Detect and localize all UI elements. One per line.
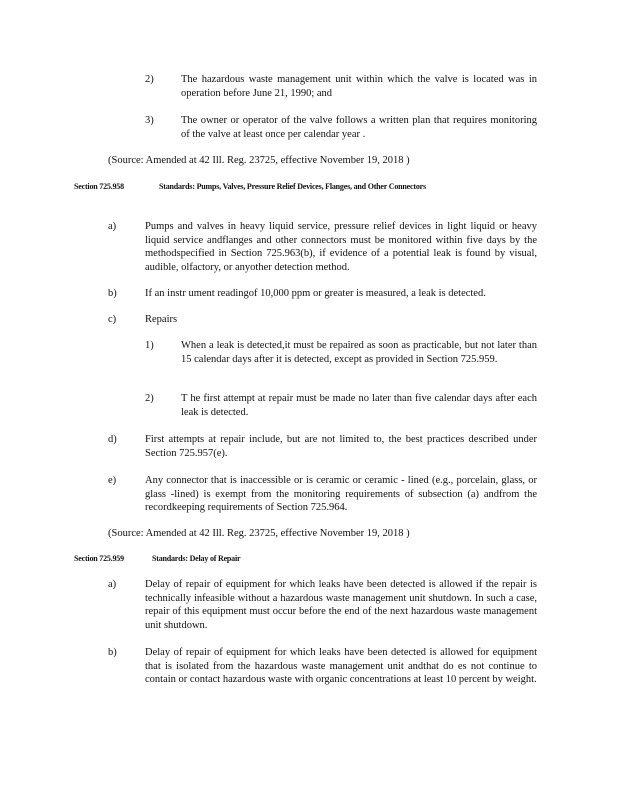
item-label: a) (108, 221, 117, 232)
item-label: b) (108, 288, 117, 299)
item-text: When a leak is detected,it must be repaired as soon as practicable, but not later than 15 calendar days after it is detected, except as provided in Section 725.959. (181, 340, 537, 365)
item-label: c) (108, 314, 117, 325)
section-number: Section 725.958 (74, 182, 124, 191)
section-title-wrap (74, 554, 518, 564)
item-label: d) (108, 434, 117, 445)
section-title-wrap (74, 182, 518, 192)
item-text: First attempts at repair include, but are not limited to, the best practices described under Section 725.957(e). (145, 434, 537, 459)
item-label: 1) (145, 340, 154, 351)
item-label: b) (108, 647, 117, 658)
item-text: The owner or operator of the valve follows a written plan that requires monitoring of the valve at least once per calendar year . (181, 115, 537, 140)
item-text: Pumps and valves in heavy liquid service, pressure relief devices in light liquid or heavy liquid service andflanges and other connectors must be monitored within five days by the methodspecified in Section 725.963(b), if evidence of a potential leak is found by visual, audible, olfactory, or anyother detection method. (145, 221, 537, 273)
section-title: Standards: Pumps, Valves, Pressure Relief Devices, Flanges, and Other Connectors (159, 182, 426, 191)
item-text: Delay of repair of equipment for which leaks have been detected is allowed if the repair is technically infeasible without a hazardous waste management unit shutdown. In such a case, repair of this equipment must occur before the end of the next hazardous waste management unit shutdown. (145, 579, 537, 631)
source-note: (Source: Amended at 42 Ill. Reg. 23725, effective November 19, 2018 ) (108, 155, 410, 166)
item-text: T he first attempt at repair must be made no later than five calendar days after each leak is detected. (181, 393, 537, 418)
item-text: Delay of repair of equipment for which leaks have been detected is allowed for equipment that is isolated from the hazardous waste management unit andthat do es not continue to contain or contact hazardous waste with organic concentrations at least 10 percent by weight. (145, 647, 537, 685)
section-heading (74, 554, 518, 564)
section-number: Section 725.959 (74, 554, 124, 563)
section-title: Standards: Delay of Repair (152, 554, 241, 563)
item-text: Repairs (145, 314, 178, 325)
source-note: (Source: Amended at 42 Ill. Reg. 23725, effective November 19, 2018 ) (108, 528, 410, 539)
item-label: e) (108, 475, 117, 486)
item-label: 2) (145, 393, 154, 404)
item-label: 2) (145, 74, 154, 85)
item-label: a) (108, 579, 117, 590)
item-text: If an instr ument readingof 10,000 ppm or greater is measured, a leak is detected. (145, 288, 486, 299)
item-label: 3) (145, 115, 154, 126)
item-text: Any connector that is inaccessible or is ceramic or ceramic - lined (e.g., porcelain, glass, or glass -lined) is exempt from the monitoring requirements of subsection (a) andfrom the recordkeeping requirements of Section 725.964. (145, 475, 537, 513)
item-text: The hazardous waste management unit within which the valve is located was in operation before June 21, 1990; and (181, 74, 537, 99)
section-heading (74, 182, 518, 192)
